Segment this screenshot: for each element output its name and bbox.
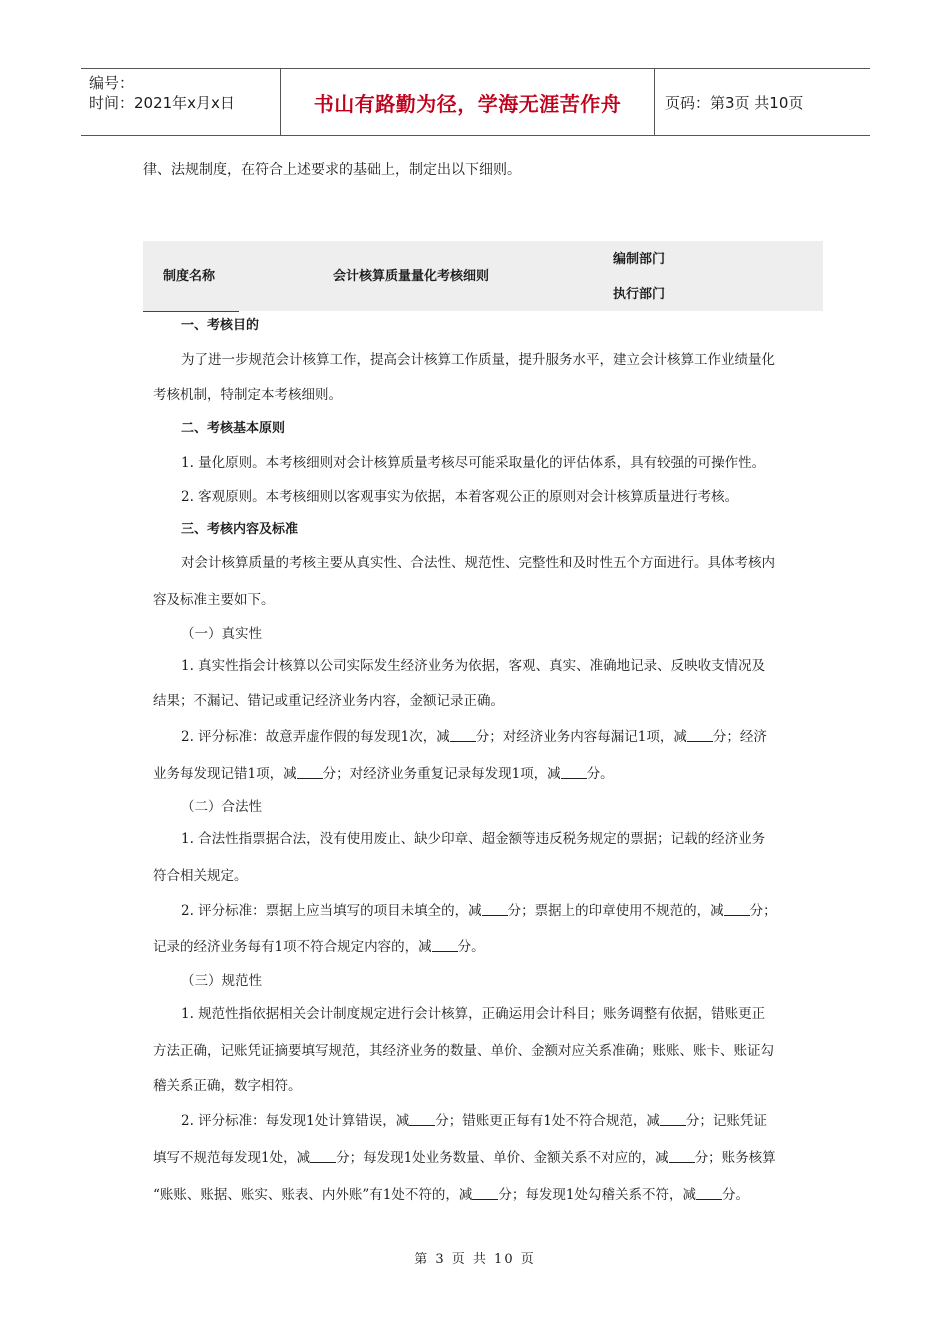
sub1-item-2-line-1: 2. 评分标准：故意弄虚作假的每发现1次，减 分；对经济业务内容每漏记1项，减 分；经济 xyxy=(181,729,767,745)
header-meta xyxy=(81,69,281,135)
intro-paragraph: 律、法规制度，在符合上述要求的基础上，制定出以下细则。 xyxy=(143,162,521,178)
sub3-item-2-line-2: 填写不规范每发现1处，减 分；每发现1处业务数量、单价、金额关系不对应的，减 分；账务核算 xyxy=(153,1150,776,1166)
table-underline xyxy=(143,311,239,312)
regulation-name-value: 会计核算质量量化考核细则 xyxy=(333,269,490,284)
sub3-item-1-line-1: 1. 规范性指依据相关会计制度规定进行会计核算，正确运用会计科目；账务调整有依据，错账更正 xyxy=(181,1006,766,1022)
s3-paragraph-line-1: 对会计核算质量的考核主要从真实性、合法性、规范性、完整性和及时性五个方面进行。具体考核内 xyxy=(181,555,775,571)
subsection-2-title: （二）合法性 xyxy=(181,799,262,815)
sub1-item-1-line-2: 结果；不漏记、错记或重记经济业务内容，金额记录正确。 xyxy=(153,693,504,709)
s2-item-2: 2. 客观原则。本考核细则以客观事实为依据，本着客观公正的原则对会计核算质量进行考核。 xyxy=(181,489,739,505)
sub1-item-1-line-1: 1. 真实性指会计核算以公司实际发生经济业务为依据，客观、真实、准确地记录、反映收支情况及 xyxy=(181,658,766,674)
compile-dept-label: 编制部门 xyxy=(613,252,666,267)
regulation-name-label: 制度名称 xyxy=(163,269,216,284)
page-footer: 第 3 页 共 10 页 xyxy=(414,1252,536,1267)
section-2-title: 二、考核基本原则 xyxy=(181,421,286,436)
exec-dept-label: 执行部门 xyxy=(613,287,666,302)
sub3-item-2-line-3: “账账、账据、账实、账表、内外账”有1处不符的，减 分；每发现1处勾稽关系不符，减 分。 xyxy=(153,1187,749,1203)
sub3-item-2-line-1: 2. 评分标准：每发现1处计算错误，减 分；错账更正每有1处不符合规范，减 分；记账凭证 xyxy=(181,1113,767,1129)
s2-item-1: 1. 量化原则。本考核细则对会计核算质量考核尽可能采取量化的评估体系，具有较强的可操作性。 xyxy=(181,455,766,471)
regulation-meta-table xyxy=(143,241,823,311)
header-slogan: 书山有路勤为径，学海无涯苦作舟 xyxy=(281,69,655,135)
sub2-item-1-line-2: 符合相关规定。 xyxy=(153,868,248,884)
document-date: 时间：2021年x月x日 xyxy=(89,94,235,112)
subsection-1-title: （一）真实性 xyxy=(181,626,262,642)
section-3-title: 三、考核内容及标准 xyxy=(181,522,299,537)
sub2-item-2-line-1: 2. 评分标准：票据上应当填写的项目未填全的，减 分；票据上的印章使用不规范的，减 分； xyxy=(181,903,777,919)
sub3-item-1-line-2: 方法正确，记账凭证摘要填写规范，其经济业务的数量、单价、金额对应关系准确；账账、账卡、账证勾 xyxy=(153,1043,774,1059)
page-header xyxy=(81,68,870,136)
s1-paragraph-line-1: 为了进一步规范会计核算工作，提高会计核算工作质量，提升服务水平，建立会计核算工作业绩量化 xyxy=(181,352,775,368)
s3-paragraph-line-2: 容及标准主要如下。 xyxy=(153,592,275,608)
s1-paragraph-line-2: 考核机制，特制定本考核细则。 xyxy=(153,387,342,403)
section-1-title: 一、考核目的 xyxy=(181,318,260,333)
sub2-item-1-line-1: 1. 合法性指票据合法，没有使用废止、缺少印章、超金额等违反税务规定的票据；记载的经济业务 xyxy=(181,831,766,847)
header-page-info: 页码：第3页 共10页 xyxy=(665,93,804,112)
sub1-item-2-line-2: 业务每发现记错1项，减 分；对经济业务重复记录每发现1项，减 分。 xyxy=(153,766,614,782)
sub3-item-1-line-3: 稽关系正确，数字相符。 xyxy=(153,1078,302,1094)
document-number: 编号： xyxy=(89,74,135,92)
subsection-3-title: （三）规范性 xyxy=(181,973,262,989)
sub2-item-2-line-2: 记录的经济业务每有1项不符合规定内容的，减 分。 xyxy=(153,939,485,955)
